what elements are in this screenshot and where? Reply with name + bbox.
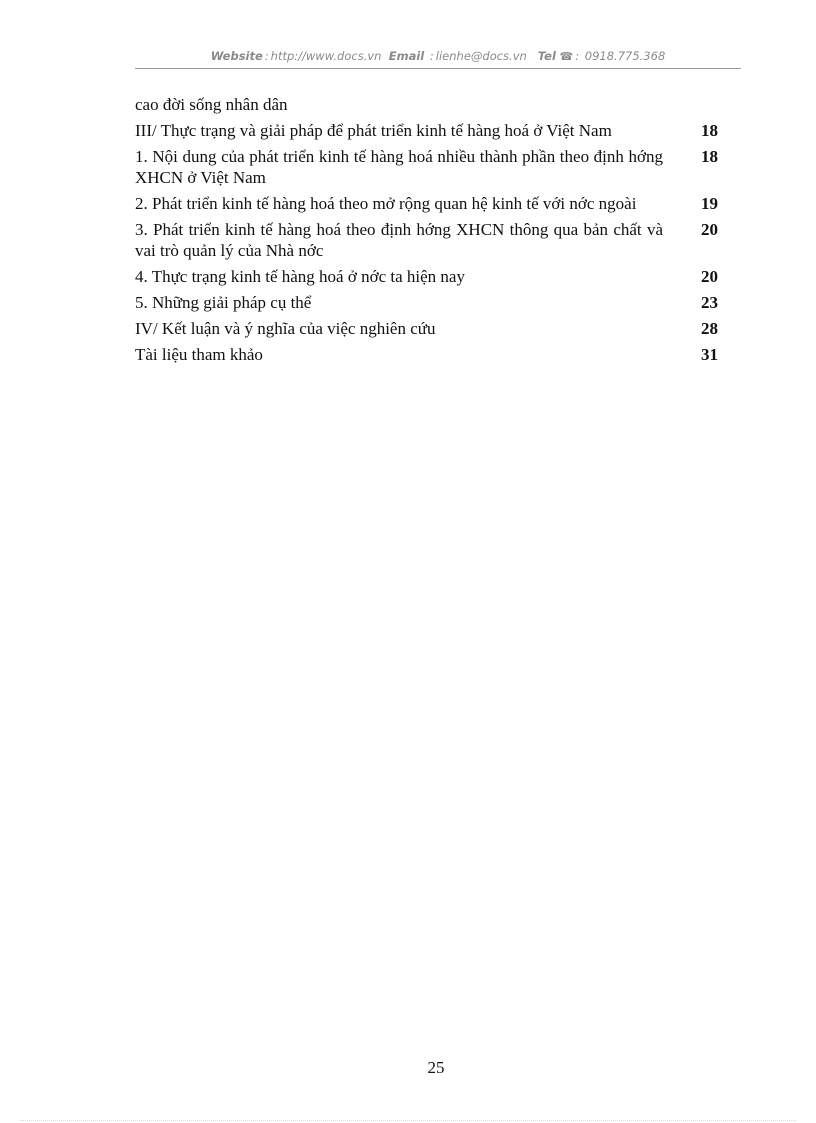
phone-icon: ☎: [559, 50, 574, 63]
tel-label: Tel: [537, 49, 556, 63]
toc-entry[interactable]: [135, 94, 723, 115]
website-link[interactable]: http://www.docs.vn: [270, 49, 382, 63]
page-number: 25: [427, 1058, 445, 1077]
toc-entry[interactable]: [135, 219, 723, 261]
toc-entry-page: 23: [701, 293, 718, 312]
toc-entry-page: 28: [701, 319, 718, 338]
toc-entry-title: 2. Phát triển kinh tế hàng hoá theo mở rộng quan hệ kinh tế với nớc ngoài: [135, 194, 637, 213]
toc-entry[interactable]: [135, 344, 723, 365]
toc-entry-title: 5. Những giải pháp cụ thể: [135, 293, 312, 312]
toc-entry-title: IV/ Kết luận và ý nghĩa của việc nghiên cứu: [135, 319, 436, 338]
toc-entry-page: 31: [701, 345, 718, 364]
toc-entry-page: 19: [701, 194, 718, 213]
toc-entry[interactable]: [135, 193, 723, 214]
email-label: Email: [388, 49, 425, 63]
toc-entry-page: 20: [701, 267, 718, 286]
page-header: Website : http://www.docs.vn Email : lienhe@docs.vn Tel ☎ : 0918.775.368: [135, 44, 741, 69]
toc-entry[interactable]: [135, 120, 723, 141]
toc-entry-title: 3. Phát triển kinh tế hàng hoá theo định hớng XHCN thông qua bản chất và vai trò quản lý của Nhà nớc: [135, 220, 663, 260]
toc-entry[interactable]: [135, 292, 723, 313]
toc-entry-page: 20: [701, 220, 718, 239]
toc-entry-title: 1. Nội dung của phát triển kinh tế hàng hoá nhiều thành phần theo định hớng XHCN ở Việt Nam: [135, 147, 663, 187]
email-link[interactable]: lienhe@docs.vn: [435, 49, 527, 63]
toc-entry-page: 18: [701, 121, 718, 140]
toc-entry-title: cao đời sống nhân dân: [135, 95, 288, 114]
toc-entry-title: III/ Thực trạng và giải pháp để phát triển kinh tế hàng hoá ở Việt Nam: [135, 121, 612, 140]
website-label: Website: [210, 49, 263, 63]
toc-entry-title: Tài liệu tham khảo: [135, 345, 263, 364]
toc-entry-page: 18: [701, 147, 718, 166]
toc-entry-title: 4. Thực trạng kinh tế hàng hoá ở nớc ta hiện nay: [135, 267, 465, 286]
toc-entry[interactable]: [135, 318, 723, 339]
table-of-contents: [135, 94, 723, 370]
toc-entry[interactable]: [135, 146, 723, 188]
tel-value: 0918.775.368: [584, 49, 666, 63]
toc-entry[interactable]: [135, 266, 723, 287]
page-bottom-divider: [20, 1120, 796, 1121]
